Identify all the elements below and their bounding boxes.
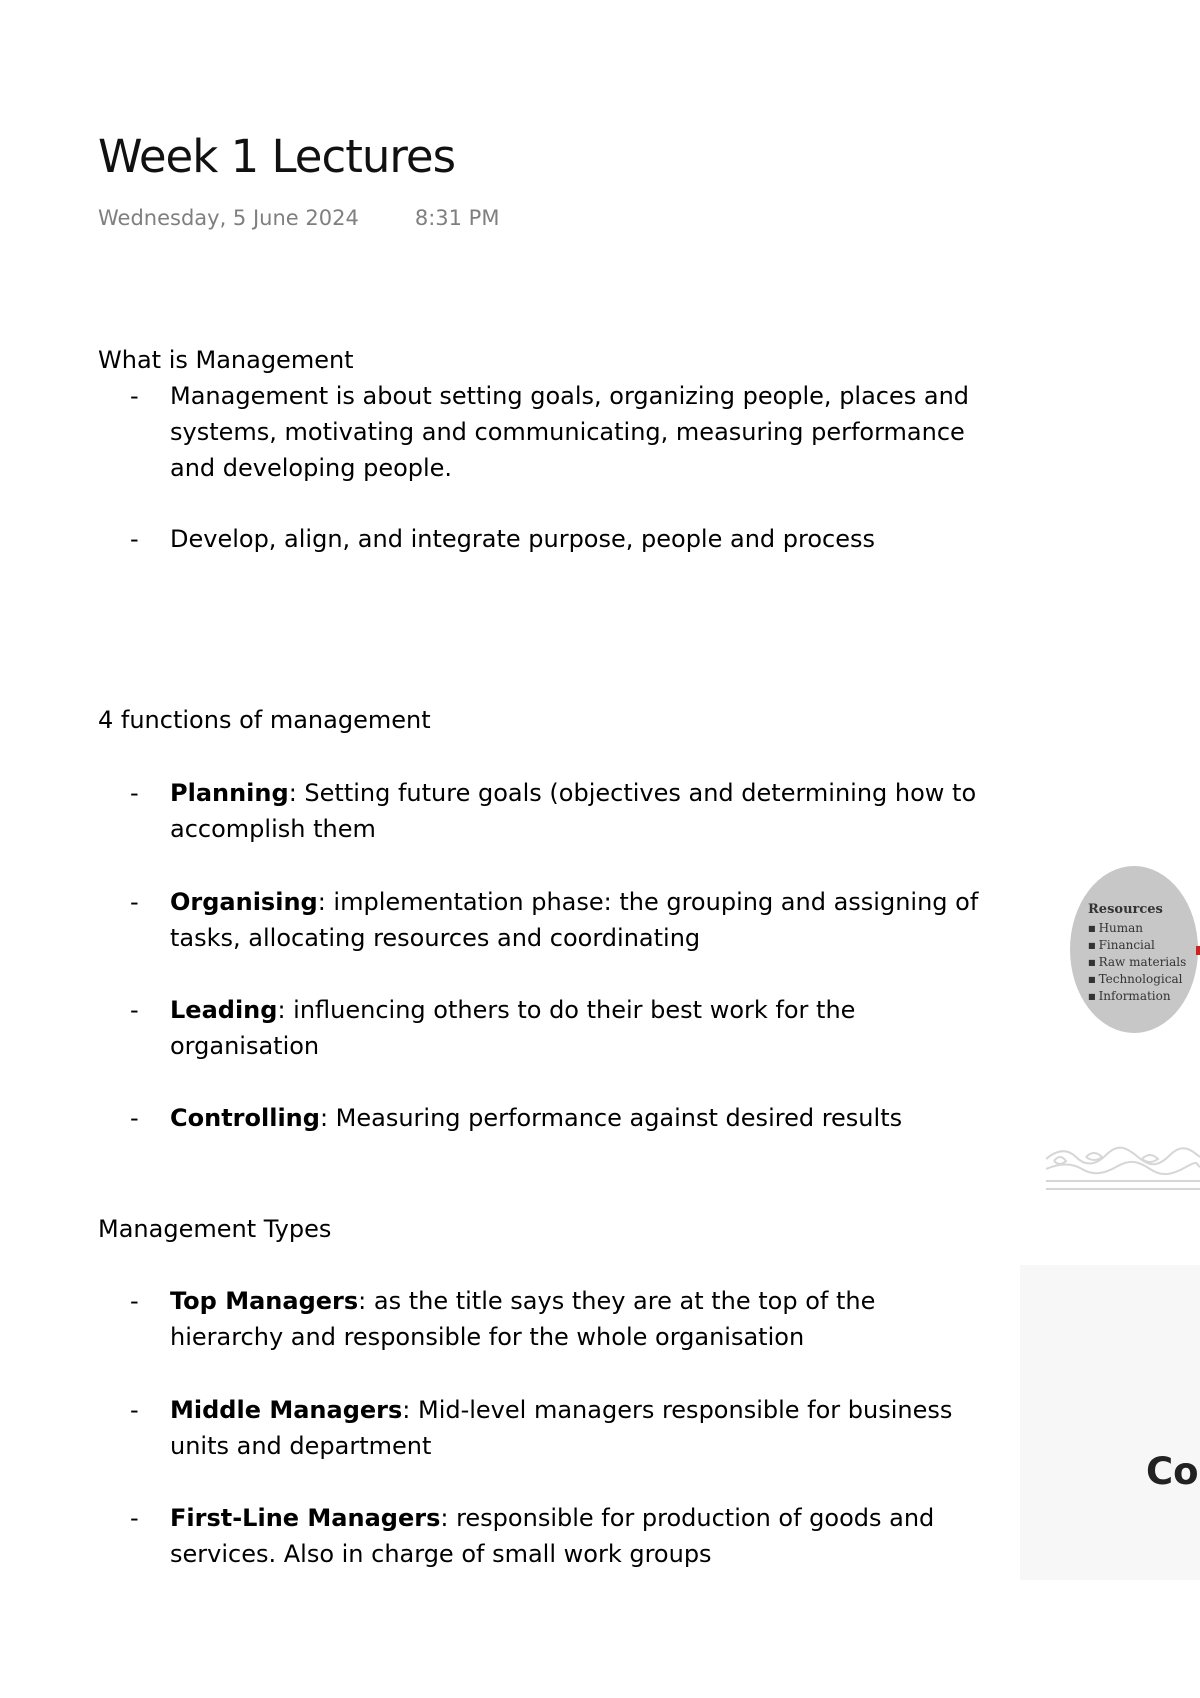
decorative-wave-pattern xyxy=(1046,1145,1200,1195)
list-item xyxy=(130,1283,990,1355)
bullet-dash: - xyxy=(130,996,139,1024)
item-text: : influencing others to do their best work for the organisation xyxy=(170,996,856,1060)
bullet-dash: - xyxy=(130,1504,139,1532)
section-heading: Management Types xyxy=(98,1215,332,1243)
item-term: First-Line Managers xyxy=(170,1504,441,1532)
list-item xyxy=(130,884,990,956)
item-text: Develop, align, and integrate purpose, people and process xyxy=(170,525,875,553)
page-date: Wednesday, 5 June 2024 xyxy=(98,206,359,230)
list-item xyxy=(130,775,990,847)
embedded-slide-word: Co xyxy=(1146,1450,1199,1493)
list-item xyxy=(130,521,990,557)
list-item xyxy=(130,1500,990,1572)
item-text: Management is about setting goals, organizing people, places and systems, motivating and communicating, measuring performance and developing people. xyxy=(170,382,970,482)
bullet-dash: - xyxy=(130,1104,139,1132)
list-item xyxy=(130,378,990,486)
page-timestamp xyxy=(98,206,499,230)
section-heading: What is Management xyxy=(98,346,354,374)
item-term: Controlling xyxy=(170,1104,320,1132)
item-term: Top Managers xyxy=(170,1287,359,1315)
embedded-slide-image xyxy=(1020,1265,1200,1580)
item-text: : as the title says they are at the top of the hierarchy and responsible for the whole organisation xyxy=(170,1287,876,1351)
item-text: : Mid-level managers responsible for business units and department xyxy=(170,1396,953,1460)
list-item xyxy=(130,1100,990,1136)
resources-heading: Resources xyxy=(1088,902,1163,917)
item-text: : Setting future goals (objectives and determining how to accomplish them xyxy=(170,779,977,843)
item-term: Planning xyxy=(170,779,289,807)
section-heading: 4 functions of management xyxy=(98,706,431,734)
item-text: : implementation phase: the grouping and assigning of tasks, allocating resources and coordinating xyxy=(170,888,979,952)
page-time: 8:31 PM xyxy=(414,206,500,230)
item-text: : Measuring performance against desired results xyxy=(319,1104,903,1132)
list-item xyxy=(130,992,990,1064)
resources-item: ■ Financial xyxy=(1088,937,1186,954)
list-item xyxy=(130,1392,990,1464)
resources-item: ■ Technological xyxy=(1088,971,1186,988)
resources-item: ■ Raw materials xyxy=(1088,954,1186,971)
bullet-dash: - xyxy=(130,779,139,807)
item-term: Middle Managers xyxy=(170,1396,403,1424)
bullet-dash: - xyxy=(130,1287,139,1315)
item-term: Leading xyxy=(170,996,278,1024)
item-term: Organising xyxy=(170,888,318,916)
bullet-dash: - xyxy=(130,888,139,916)
resources-item: ■ Information xyxy=(1088,988,1186,1005)
resources-item: ■ Human xyxy=(1088,920,1186,937)
bullet-dash: - xyxy=(130,382,139,410)
resources-list xyxy=(1088,902,1186,1005)
bullet-dash: - xyxy=(130,1396,139,1424)
page-title: Week 1 Lectures xyxy=(98,130,456,183)
slide-accent-mark xyxy=(1196,946,1200,955)
item-text: : responsible for production of goods and services. Also in charge of small work groups xyxy=(170,1504,935,1568)
bullet-dash: - xyxy=(130,525,139,553)
